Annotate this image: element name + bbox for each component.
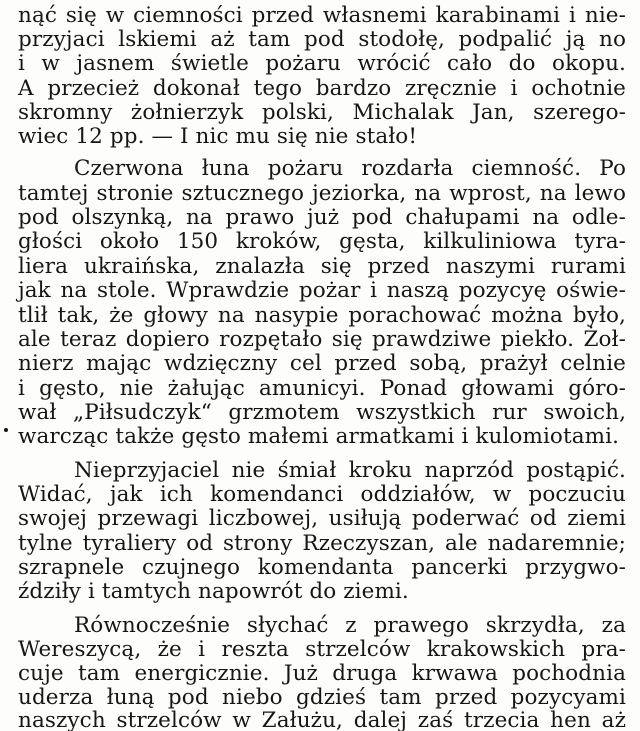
text-line-13: tlił tak, że głowy na nasypie porachować można było,	[18, 303, 626, 328]
text-line-4: A przecież dokonał tego bardzo zręcznie i ochotnie	[18, 76, 626, 101]
text-line-6: wiec 12 pp. — I nic mu się nie stało!	[18, 124, 418, 149]
text-line-23: szrapnele czujnego komendanta pancerki przygwo-	[18, 555, 626, 580]
text-line-8: tamtej stronie sztucznego jeziorka, na wprost, na lewo	[18, 181, 626, 206]
text-line-11: liera ukraińska, znalazła się przed naszymi rurami	[18, 254, 626, 279]
text-line-3: i w jasnem świetle pożaru wrócić cało do okopu.	[18, 51, 626, 76]
text-line-5: skromny żołnierzyk polski, Michalak Jan, szerego-	[18, 100, 626, 125]
text-line-7: Czerwona łuna pożaru rozdarła ciemność. Po	[74, 156, 626, 181]
text-line-16: i gęsto, nie żałując amunicyi. Ponad głowami góro-	[18, 376, 626, 401]
text-line-17: wał „Piłsudczyk“ grzmotem wszystkich rur swoich,	[18, 400, 626, 425]
text-line-29: naszych strzelców w Załużu, dalej zaś trzecia hen aż	[18, 708, 626, 731]
text-line-20: Widać, jak ich komendanci oddziałów, w poczuciu	[18, 482, 626, 507]
text-line-9: pod olszynką, na prawo już pod chałupami na odle-	[18, 205, 626, 230]
text-line-22: tylne tyraliery od strony Rzeczyszan, ale nadaremnie;	[18, 531, 626, 556]
text-line-25: Równocześnie słychać z prawego skrzydła, za	[74, 613, 626, 638]
text-line-2: przyjaci lskiemi aż tam pod stodołę, podpalić ją no	[18, 27, 626, 52]
text-line-1: nąć się w ciemności przed własnemi karabinami i nie-	[18, 3, 626, 28]
text-line-21: swojej przewagi liczbowej, usiłują poderwać od ziemi	[18, 506, 626, 531]
text-line-10: głości około 150 kroków, gęsta, kilkuliniowa tyra-	[18, 229, 626, 254]
text-line-18: warcząc także gęsto małemi armatkami i kulomiotami.	[18, 424, 620, 449]
text-line-12: jak na stole. Wprawdzie pożar i naszą pozycyę oświe-	[18, 278, 626, 303]
text-line-14: ale teraz dopiero rozpętało się prawdziwe piekło. Żoł-	[18, 327, 626, 352]
text-line-19: Nieprzyjaciel nie śmiał kroku naprzód postąpić.	[74, 458, 626, 483]
text-line-24: ździły i tamtych napowrót do ziemi.	[18, 579, 409, 604]
margin-dot-mark	[4, 428, 8, 432]
text-line-15: nierz mając wdzięczny cel przed sobą, prażył celnie	[18, 351, 626, 376]
text-line-28: uderza łuną pod niebo gdzieś tam przed pozycyami	[18, 685, 626, 710]
text-line-27: cuje tam energicznie. Już druga krwawa pochodnia	[18, 661, 626, 686]
text-line-26: Wereszycą, że i reszta strzelców krakowskich pra-	[18, 637, 626, 662]
